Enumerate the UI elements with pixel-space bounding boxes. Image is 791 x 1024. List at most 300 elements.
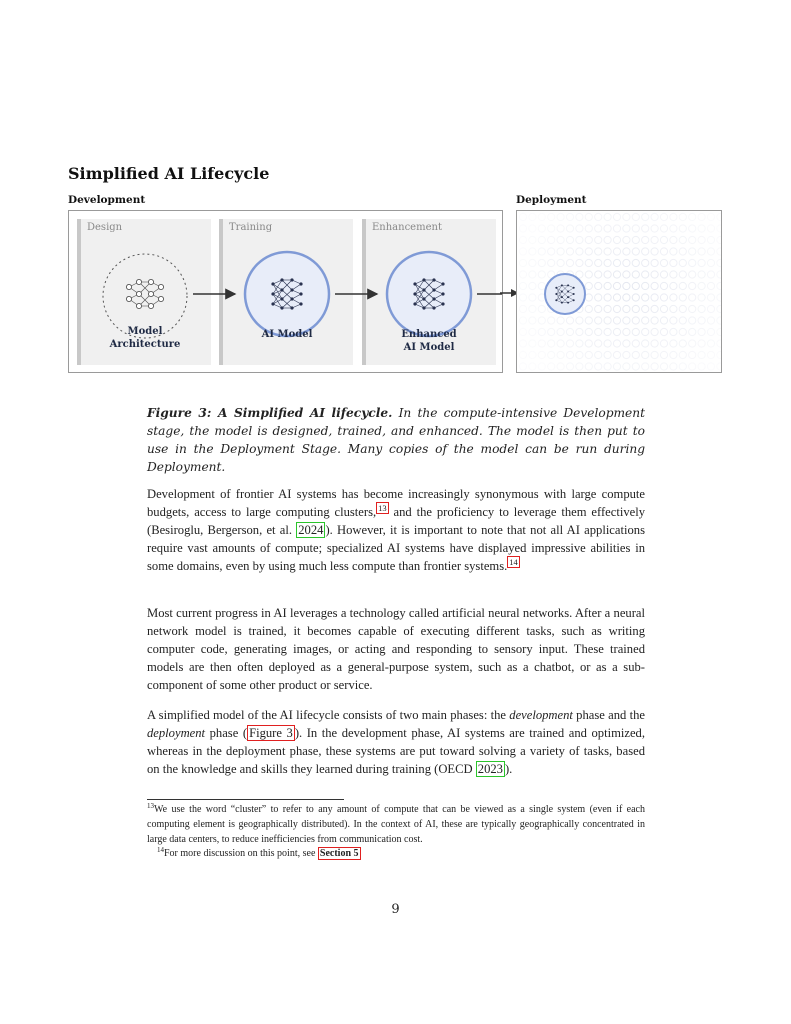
deployment-copy-circle bbox=[707, 282, 714, 289]
deployment-copy-circle bbox=[613, 213, 620, 220]
deployment-copy-circle bbox=[642, 236, 649, 243]
deployment-copy-circle bbox=[557, 328, 564, 335]
deployment-copy-circle bbox=[538, 317, 545, 324]
deployment-copy-circle bbox=[613, 236, 620, 243]
deployment-copy-circle bbox=[576, 225, 583, 232]
deployment-copy-circle bbox=[642, 271, 649, 278]
deployment-copy-circle bbox=[707, 236, 714, 243]
deployment-copy-circle bbox=[670, 213, 677, 220]
deployment-copy-circle bbox=[529, 236, 536, 243]
deployment-copy-circle bbox=[613, 294, 620, 301]
deployment-copy-circle bbox=[632, 351, 639, 358]
model-architecture-label-line2: Architecture bbox=[109, 339, 181, 350]
deployment-copy-circle bbox=[642, 340, 649, 347]
deployment-copy-circle bbox=[604, 317, 611, 324]
deployment-copy-circle bbox=[642, 351, 649, 358]
deployment-copy-circle bbox=[576, 351, 583, 358]
footnote-ref-13[interactable]: 13 bbox=[378, 503, 387, 513]
deployment-copy-circle bbox=[679, 236, 686, 243]
deployment-label: Deployment bbox=[516, 194, 587, 206]
deployment-copy-circle bbox=[519, 248, 526, 255]
deployment-copy-circle bbox=[519, 271, 526, 278]
deployment-copy-circle bbox=[670, 225, 677, 232]
p3-text-a: A simplified model of the AI lifecycle consists of two main phases: the bbox=[147, 708, 510, 722]
deployment-copy-circle bbox=[604, 271, 611, 278]
development-panel bbox=[68, 210, 503, 373]
deployment-copy-circle bbox=[651, 236, 658, 243]
deployment-copy-circle bbox=[566, 248, 573, 255]
deployment-copy-circle bbox=[717, 282, 721, 289]
deployment-copy-circle bbox=[566, 236, 573, 243]
deployment-copy-circle bbox=[604, 294, 611, 301]
model-architecture-icon bbox=[126, 279, 163, 308]
deployment-copy-circle bbox=[623, 328, 630, 335]
deployment-copy-circle bbox=[595, 213, 602, 220]
deployment-copy-circle bbox=[632, 236, 639, 243]
deployment-copy-circle bbox=[660, 317, 667, 324]
deployment-copy-circle bbox=[717, 225, 721, 232]
deployment-copy-circle bbox=[613, 271, 620, 278]
deployment-copy-circle bbox=[670, 363, 677, 370]
deployment-copy-circle bbox=[642, 213, 649, 220]
deployment-copy-circle bbox=[529, 248, 536, 255]
deployment-copy-circle bbox=[548, 259, 555, 266]
deployment-copy-circle bbox=[604, 248, 611, 255]
deployment-copy-circle bbox=[707, 317, 714, 324]
p3-text-c: phase ( bbox=[205, 726, 248, 740]
deployment-copy-circle bbox=[689, 340, 696, 347]
deployment-copy-circle bbox=[707, 259, 714, 266]
deployment-panel bbox=[516, 210, 722, 373]
deployment-copy-circle bbox=[519, 340, 526, 347]
deployment-copy-circle bbox=[707, 271, 714, 278]
deployment-copy-circle bbox=[548, 213, 555, 220]
deployment-copy-circle bbox=[585, 317, 592, 324]
deployment-copy-circle bbox=[642, 305, 649, 312]
deployment-copy-circle bbox=[717, 317, 721, 324]
p3-text-b: phase and the bbox=[572, 708, 645, 722]
deployment-copy-circle bbox=[660, 294, 667, 301]
deployment-copy-circle bbox=[707, 305, 714, 312]
deployment-copy-circle bbox=[576, 340, 583, 347]
deployment-copy-circle bbox=[604, 351, 611, 358]
deployment-copy-circle bbox=[670, 236, 677, 243]
deployment-copy-circle bbox=[519, 236, 526, 243]
deployment-copy-circle bbox=[576, 236, 583, 243]
footnote-rule bbox=[147, 799, 344, 800]
deployment-copy-circle bbox=[604, 225, 611, 232]
stage-enhancement-title: Enhancement bbox=[372, 222, 442, 233]
deployment-copy-circle bbox=[595, 282, 602, 289]
deployment-copy-circle bbox=[519, 282, 526, 289]
deployment-copy-circle bbox=[707, 213, 714, 220]
deployment-copy-circle bbox=[651, 213, 658, 220]
deployment-copy-circle bbox=[679, 282, 686, 289]
deployment-copy-circle bbox=[707, 328, 714, 335]
enhanced-ai-model-label-line2: AI Model bbox=[403, 342, 455, 353]
deployment-copy-circle bbox=[595, 340, 602, 347]
deployment-copy-circle bbox=[689, 236, 696, 243]
deployment-copy-circle bbox=[642, 317, 649, 324]
deployment-copy-circle bbox=[538, 248, 545, 255]
deployment-copy-circle bbox=[604, 363, 611, 370]
deployment-copy-circle bbox=[689, 225, 696, 232]
deployment-copy-circle bbox=[698, 317, 705, 324]
deployment-copy-circle bbox=[698, 351, 705, 358]
deployment-copy-circle bbox=[679, 305, 686, 312]
deployment-copy-circle bbox=[660, 213, 667, 220]
deployment-copy-circle bbox=[670, 282, 677, 289]
deployment-copy-circle bbox=[679, 259, 686, 266]
deployment-copy-circle bbox=[698, 225, 705, 232]
deployment-copy-circle bbox=[623, 340, 630, 347]
deployment-copy-circle bbox=[548, 328, 555, 335]
deployment-copy-circle bbox=[529, 317, 536, 324]
deployment-copy-circle bbox=[679, 328, 686, 335]
deployment-copy-circle bbox=[557, 213, 564, 220]
deployment-copy-circle bbox=[613, 259, 620, 266]
deployment-copy-circle bbox=[623, 363, 630, 370]
deployment-copy-circle bbox=[576, 328, 583, 335]
deployment-copy-circle bbox=[519, 328, 526, 335]
deployment-copy-circle bbox=[651, 363, 658, 370]
deployment-copy-circle bbox=[519, 305, 526, 312]
deployment-copy-circle bbox=[632, 271, 639, 278]
deployment-copy-circle bbox=[698, 271, 705, 278]
section-5-link[interactable]: Section 5 bbox=[319, 848, 359, 859]
deployment-copy-circle bbox=[698, 294, 705, 301]
deployment-copies-grid bbox=[517, 211, 721, 372]
stage-training-title: Training bbox=[229, 222, 273, 233]
deployment-copy-circle bbox=[632, 340, 639, 347]
deployment-copy-circle bbox=[698, 248, 705, 255]
figure-title: Simplified AI Lifecycle bbox=[68, 164, 270, 183]
deployment-copy-circle bbox=[548, 248, 555, 255]
deployment-copy-circle bbox=[717, 351, 721, 358]
deployment-copy-circle bbox=[623, 236, 630, 243]
p3-text-e: ). bbox=[504, 762, 513, 776]
deployment-copy-circle bbox=[529, 271, 536, 278]
deployment-copy-circle bbox=[585, 282, 592, 289]
deployment-copy-circle bbox=[670, 305, 677, 312]
deployment-copy-circle bbox=[613, 305, 620, 312]
deployment-copy-circle bbox=[689, 328, 696, 335]
deployment-copy-circle bbox=[529, 340, 536, 347]
deployment-copy-circle bbox=[613, 282, 620, 289]
deployment-copy-circle bbox=[717, 294, 721, 301]
deployment-copy-circle bbox=[632, 294, 639, 301]
deployment-copy-circle bbox=[538, 213, 545, 220]
deployment-copy-circle bbox=[595, 328, 602, 335]
deployment-copy-circle bbox=[519, 294, 526, 301]
deployment-copy-circle bbox=[707, 340, 714, 347]
deployment-copy-circle bbox=[566, 213, 573, 220]
deployment-copy-circle bbox=[679, 294, 686, 301]
deployment-copy-circle bbox=[557, 236, 564, 243]
deployment-copy-circle bbox=[623, 248, 630, 255]
deployment-copy-circle bbox=[679, 271, 686, 278]
deployment-copy-circle bbox=[576, 363, 583, 370]
deployment-copy-circle bbox=[548, 236, 555, 243]
deployment-copy-circle bbox=[538, 282, 545, 289]
deployment-copy-circle bbox=[519, 225, 526, 232]
deployment-copy-circle bbox=[670, 259, 677, 266]
deployment-copy-circle bbox=[585, 351, 592, 358]
deployment-copy-circle bbox=[585, 340, 592, 347]
figure-3-link[interactable]: Figure 3 bbox=[249, 726, 293, 740]
deployment-copy-circle bbox=[632, 317, 639, 324]
citation-link-2024[interactable]: 2024 bbox=[298, 523, 324, 537]
deployment-copy-circle bbox=[613, 225, 620, 232]
deployment-copy-circle bbox=[717, 271, 721, 278]
deployment-copy-circle bbox=[529, 305, 536, 312]
deployment-copy-circle bbox=[585, 294, 592, 301]
deployment-copy-circle bbox=[595, 248, 602, 255]
deployment-copy-circle bbox=[623, 294, 630, 301]
deployment-copy-circle bbox=[595, 236, 602, 243]
footnote-ref-14[interactable]: 14 bbox=[509, 557, 518, 567]
deployment-copy-circle bbox=[689, 282, 696, 289]
citation-link-2023[interactable]: 2023 bbox=[477, 762, 503, 776]
deployment-copy-circle bbox=[679, 225, 686, 232]
deployment-copy-circle bbox=[707, 225, 714, 232]
deployment-copy-circle bbox=[566, 259, 573, 266]
p3-deployment: deployment bbox=[147, 726, 206, 740]
deployment-copy-circle bbox=[529, 294, 536, 301]
deployment-copy-circle bbox=[538, 340, 545, 347]
deployment-copy-circle bbox=[604, 236, 611, 243]
deployment-copy-circle bbox=[585, 328, 592, 335]
deployment-copy-circle bbox=[623, 351, 630, 358]
page-number: 9 bbox=[391, 902, 400, 917]
deployment-copy-circle bbox=[623, 271, 630, 278]
deployment-copy-circle bbox=[670, 351, 677, 358]
deployment-copy-circle bbox=[717, 236, 721, 243]
deployment-copy-circle bbox=[604, 328, 611, 335]
deployment-copy-circle bbox=[717, 213, 721, 220]
deployment-copy-circle bbox=[595, 317, 602, 324]
deployment-copy-circle bbox=[632, 248, 639, 255]
deployed-model-node bbox=[545, 274, 585, 314]
deployment-copy-circle bbox=[595, 225, 602, 232]
deployment-copy-circle bbox=[651, 248, 658, 255]
deployment-copy-circle bbox=[698, 282, 705, 289]
deployment-copy-circle bbox=[670, 340, 677, 347]
deployment-copy-circle bbox=[660, 282, 667, 289]
deployment-copy-circle bbox=[538, 225, 545, 232]
deployment-copy-circle bbox=[679, 213, 686, 220]
deployment-copy-circle bbox=[538, 236, 545, 243]
deployment-copy-circle bbox=[548, 351, 555, 358]
deployment-copy-circle bbox=[538, 259, 545, 266]
deployment-copy-circle bbox=[679, 317, 686, 324]
deployment-copy-circle bbox=[717, 363, 721, 370]
deployment-copy-circle bbox=[595, 294, 602, 301]
deployment-copy-circle bbox=[717, 328, 721, 335]
deployment-copy-circle bbox=[632, 328, 639, 335]
deployment-copy-circle bbox=[604, 282, 611, 289]
footnote-13-number: 13 bbox=[147, 802, 154, 810]
deployment-copy-circle bbox=[566, 351, 573, 358]
deployment-copy-circle bbox=[698, 328, 705, 335]
p1-text-b: and the proficiency to leverage them effectively (Besiroglu, Bergerson, et al. bbox=[147, 505, 646, 537]
deployment-copy-circle bbox=[576, 259, 583, 266]
deployment-copy-circle bbox=[623, 213, 630, 220]
deployment-copy-circle bbox=[519, 259, 526, 266]
deployment-copy-circle bbox=[613, 328, 620, 335]
deployment-copy-circle bbox=[604, 305, 611, 312]
caption-text: In the compute-intensive Development stage, the model is designed, trained, and enhanced. The model is then put to use in the Deployment Stage. Many copies of the model can be run during Deployment. bbox=[147, 406, 646, 474]
deployment-copy-circle bbox=[519, 351, 526, 358]
footnote-13 bbox=[147, 802, 645, 847]
deployment-copy-circle bbox=[548, 317, 555, 324]
deployment-copy-circle bbox=[651, 225, 658, 232]
deployment-copy-circle bbox=[642, 225, 649, 232]
deployment-copy-circle bbox=[698, 236, 705, 243]
ai-model-label: AI Model bbox=[261, 329, 313, 340]
deployment-copy-circle bbox=[651, 328, 658, 335]
enhanced-ai-model-label-line1: Enhanced bbox=[401, 329, 457, 340]
deployment-copy-circle bbox=[660, 363, 667, 370]
deployment-copy-circle bbox=[519, 363, 526, 370]
deployment-copy-circle bbox=[670, 248, 677, 255]
development-label: Development bbox=[68, 194, 146, 206]
deployment-copy-circle bbox=[632, 363, 639, 370]
deployment-copy-circle bbox=[651, 340, 658, 347]
deployment-copy-circle bbox=[585, 271, 592, 278]
stage-design-title: Design bbox=[87, 222, 123, 233]
deployment-copy-circle bbox=[689, 294, 696, 301]
deployment-copy-circle bbox=[660, 225, 667, 232]
deployment-copy-circle bbox=[519, 317, 526, 324]
deployment-copy-circle bbox=[585, 248, 592, 255]
deployment-copy-circle bbox=[595, 363, 602, 370]
deployment-copy-circle bbox=[613, 363, 620, 370]
deployment-copy-circle bbox=[538, 363, 545, 370]
deployment-copy-circle bbox=[651, 351, 658, 358]
deployment-copy-circle bbox=[566, 340, 573, 347]
deployment-copy-circle bbox=[595, 259, 602, 266]
deployment-copy-circle bbox=[660, 248, 667, 255]
deployment-copy-circle bbox=[642, 363, 649, 370]
deployment-copy-circle bbox=[576, 213, 583, 220]
deployment-copy-circle bbox=[707, 363, 714, 370]
deployment-copy-circle bbox=[529, 225, 536, 232]
deployment-copy-circle bbox=[660, 236, 667, 243]
deployment-copy-circle bbox=[651, 282, 658, 289]
deployment-copy-circle bbox=[632, 259, 639, 266]
model-architecture-label-line1: Model bbox=[127, 326, 163, 337]
deployment-copy-circle bbox=[651, 271, 658, 278]
deployment-copy-circle bbox=[698, 363, 705, 370]
deployment-copy-circle bbox=[519, 213, 526, 220]
deployment-copy-circle bbox=[698, 305, 705, 312]
deployment-copy-circle bbox=[679, 363, 686, 370]
deployment-copy-circle bbox=[585, 225, 592, 232]
deployment-copy-circle bbox=[689, 248, 696, 255]
deployment-copy-circle bbox=[595, 351, 602, 358]
deployment-copy-circle bbox=[632, 213, 639, 220]
deployment-copy-circle bbox=[670, 328, 677, 335]
deployment-copy-circle bbox=[651, 317, 658, 324]
deployment-copy-circle bbox=[595, 305, 602, 312]
model-architecture-label bbox=[105, 325, 185, 351]
deployment-copy-circle bbox=[557, 340, 564, 347]
deployment-copy-circle bbox=[529, 282, 536, 289]
deployment-copy-circle bbox=[548, 340, 555, 347]
figure-caption bbox=[147, 404, 645, 476]
deployment-copy-circle bbox=[670, 294, 677, 301]
deployment-copy-circle bbox=[698, 340, 705, 347]
deployment-copy-circle bbox=[632, 225, 639, 232]
deployment-copy-circle bbox=[689, 271, 696, 278]
deployment-copy-circle bbox=[585, 363, 592, 370]
deployment-copy-circle bbox=[707, 351, 714, 358]
deployment-copy-circle bbox=[529, 213, 536, 220]
deployment-copy-circle bbox=[566, 363, 573, 370]
deployment-copy-circle bbox=[557, 259, 564, 266]
deployment-copy-circle bbox=[613, 351, 620, 358]
deployment-copy-circle bbox=[595, 271, 602, 278]
p3-text-d: ). In the development phase, AI systems are trained and optimized, whereas in the deployment phase, these systems are put toward solving a variety of tasks, based on the knowledge and skills they learned during training (OECD bbox=[147, 726, 646, 776]
deployment-copy-circle bbox=[717, 248, 721, 255]
p1-text-a: Development of frontier AI systems has become increasingly synonymous with large compute budgets, access to large computing clusters, bbox=[147, 487, 645, 519]
p1-text-c: ). However, it is important to note that not all AI applications require vast amounts of compute; specialized AI systems have displayed impressive abilities in some domains, even by using much less compute than frontier systems. bbox=[147, 523, 645, 573]
deployment-copy-circle bbox=[557, 248, 564, 255]
deployment-copy-circle bbox=[632, 305, 639, 312]
footnote-14-number: 14 bbox=[157, 846, 164, 854]
deployment-copy-circle bbox=[689, 305, 696, 312]
deployment-copy-circle bbox=[642, 294, 649, 301]
deployment-copy-circle bbox=[585, 236, 592, 243]
footnote-14-text: For more discussion on this point, see bbox=[164, 848, 318, 859]
deployment-copy-circle bbox=[585, 305, 592, 312]
deployment-copy-circle bbox=[642, 248, 649, 255]
deployment-copy-circle bbox=[689, 213, 696, 220]
deployment-copy-circle bbox=[698, 259, 705, 266]
footnote-14 bbox=[147, 846, 645, 861]
deployment-copy-circle bbox=[548, 225, 555, 232]
deployment-copy-circle bbox=[642, 282, 649, 289]
deployment-copy-circle bbox=[651, 305, 658, 312]
deployment-copy-circle bbox=[660, 259, 667, 266]
deployment-copy-circle bbox=[651, 259, 658, 266]
deployment-copy-circle bbox=[566, 317, 573, 324]
deployment-copy-circle bbox=[632, 282, 639, 289]
deployment-copy-circle bbox=[660, 351, 667, 358]
deployment-copy-circle bbox=[660, 271, 667, 278]
deployment-copy-circle bbox=[529, 328, 536, 335]
deployment-copy-circle bbox=[585, 259, 592, 266]
deployment-copy-circle bbox=[689, 363, 696, 370]
deployment-copy-circle bbox=[623, 305, 630, 312]
deployment-copy-circle bbox=[679, 351, 686, 358]
deployment-copy-circle bbox=[604, 340, 611, 347]
deployment-copy-circle bbox=[707, 248, 714, 255]
deployment-copy-circle bbox=[660, 305, 667, 312]
deployment-copy-circle bbox=[566, 225, 573, 232]
deployment-copy-circle bbox=[679, 248, 686, 255]
deployment-copy-circle bbox=[717, 305, 721, 312]
deployment-copy-circle bbox=[529, 351, 536, 358]
deployment-copy-circle bbox=[623, 225, 630, 232]
deployment-copy-circle bbox=[548, 363, 555, 370]
deployment-copy-circle bbox=[613, 317, 620, 324]
p3-development: development bbox=[509, 708, 573, 722]
caption-label: Figure 3: A Simplified AI lifecycle. bbox=[147, 406, 393, 420]
deployment-copy-circle bbox=[566, 328, 573, 335]
deployment-copy-circle bbox=[557, 363, 564, 370]
